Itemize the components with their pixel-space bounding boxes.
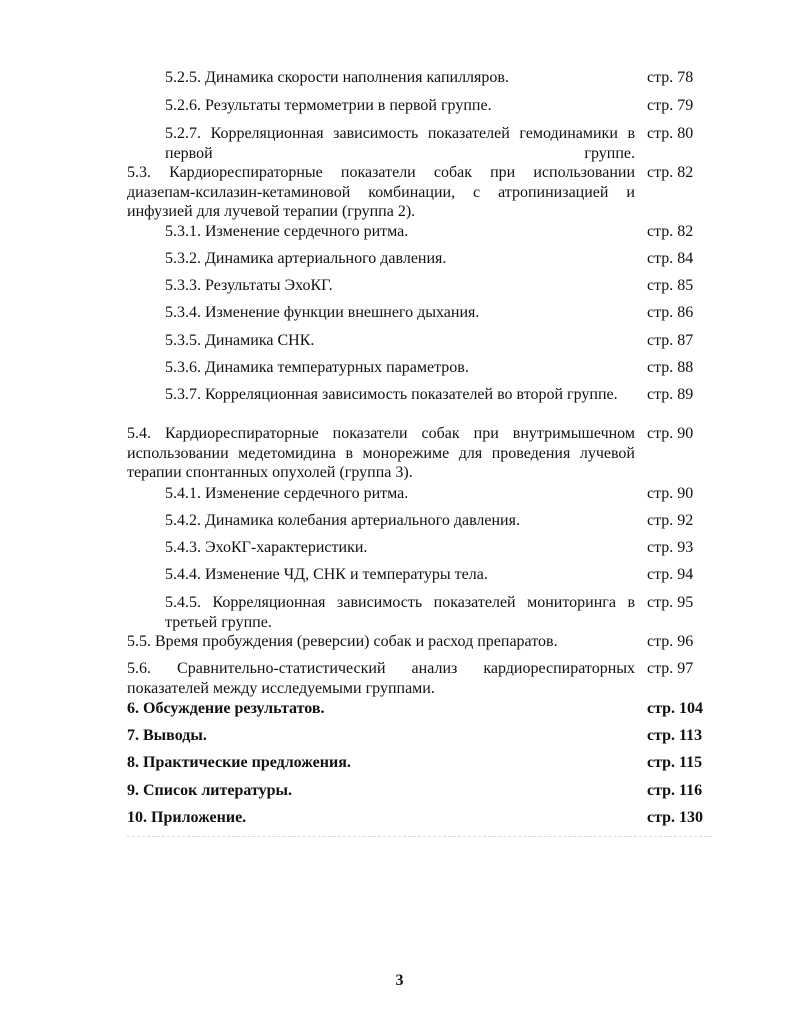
toc-entry-title: 5.3. Кардиореспираторные показатели собак при использовании диазепам-ксилазин-кетаминовой комбинации, с атропинизацией и инфузией для лучевой терапии (группа 2). [127,164,635,220]
toc-entry-page: стр. 116 [647,782,703,799]
toc-entry-page: стр. 104 [647,700,704,717]
toc-entry-title: 5.2.6. Результаты термометрии в первой группе. [165,97,492,114]
toc-entry-title: 5.3.5. Динамика СНК. [165,332,315,349]
toc-entry-title: 5.3.2. Динамика артериального давления. [165,250,447,267]
toc-entry-page: стр. 85 [647,277,694,294]
toc-entry-page: стр. 79 [647,97,694,114]
toc-entry-page: стр. 130 [647,809,704,826]
toc-entry-page: стр. 86 [647,304,694,321]
toc-entry-page: стр. 92 [647,512,694,529]
toc-entry-page: стр. 87 [647,332,694,349]
toc-entry-page: стр. 95 [647,594,694,611]
toc-entry-title: 5.3.1. Изменение сердечного ритма. [165,223,409,240]
toc-entry-page: стр. 90 [647,485,694,502]
toc-entry-page: стр. 113 [647,727,703,744]
toc-entry-page: стр. 97 [647,660,694,677]
toc-entry-title: 5.3.7. Корреляционная зависимость показателей во второй группе. [165,386,618,403]
toc-entry-title: 7. Выводы. [127,727,207,744]
toc-entry-page: стр. 88 [647,359,694,376]
toc-entry-title: 5.6. Сравнительно-статистический анализ кардиореспираторных показателей между исследуемыми группами. [127,660,635,697]
toc-entry-page: стр. 115 [647,754,703,771]
toc-entry-title: 5.4. Кардиореспираторные показатели собак при внутримышечном использовании медетомидина в монорежиме для проведения лучевой терапии спонтанных опухолей (группа 3). [127,425,635,481]
toc-entry-title: 5.2.7. Корреляционная зависимость показателей гемодинамики в первой группе. [165,125,635,162]
toc-entry-title: 5.2.5. Динамика скорости наполнения капилляров. [165,69,509,86]
footer-divider [127,836,712,837]
toc-entry-title: 6. Обсуждение результатов. [127,700,325,717]
toc-entry-page: стр. 80 [647,125,694,142]
toc-entry-title: 5.4.2. Динамика колебания артериального давления. [165,512,520,529]
toc-entry-page: стр. 82 [647,164,694,181]
toc-entry-title: 5.3.6. Динамика температурных параметров. [165,359,469,376]
toc-entry-page: стр. 93 [647,539,694,556]
toc-entry-title: 9. Список литературы. [127,782,292,799]
toc-entry-page: стр. 90 [647,425,694,442]
toc-entry-title: 5.3.4. Изменение функции внешнего дыхания. [165,304,480,321]
toc-entry-title: 5.3.3. Результаты ЭхоКГ. [165,277,333,294]
toc-entry-page: стр. 82 [647,223,694,240]
toc-entry-page: стр. 89 [647,386,694,403]
toc-entry-title: 10. Приложение. [127,809,247,826]
toc-entry-title: 5.4.3. ЭхоКГ-характеристики. [165,539,368,556]
toc-entry-page: стр. 84 [647,250,694,267]
toc-entry-title: 5.4.1. Изменение сердечного ритма. [165,485,409,502]
toc-entry-page: стр. 96 [647,633,694,650]
toc-entry-title: 8. Практические предложения. [127,754,351,771]
page-number: 3 [395,972,404,989]
toc-entry-page: стр. 78 [647,69,694,86]
toc-entry-title: 5.4.4. Изменение ЧД, СНК и температуры тела. [165,566,488,583]
toc-entry-title: 5.5. Время пробуждения (реверсии) собак и расход препаратов. [127,633,558,650]
toc-entry-title: 5.4.5. Корреляционная зависимость показателей мониторинга в третьей группе. [165,594,635,631]
toc-entry-page: стр. 94 [647,566,694,583]
